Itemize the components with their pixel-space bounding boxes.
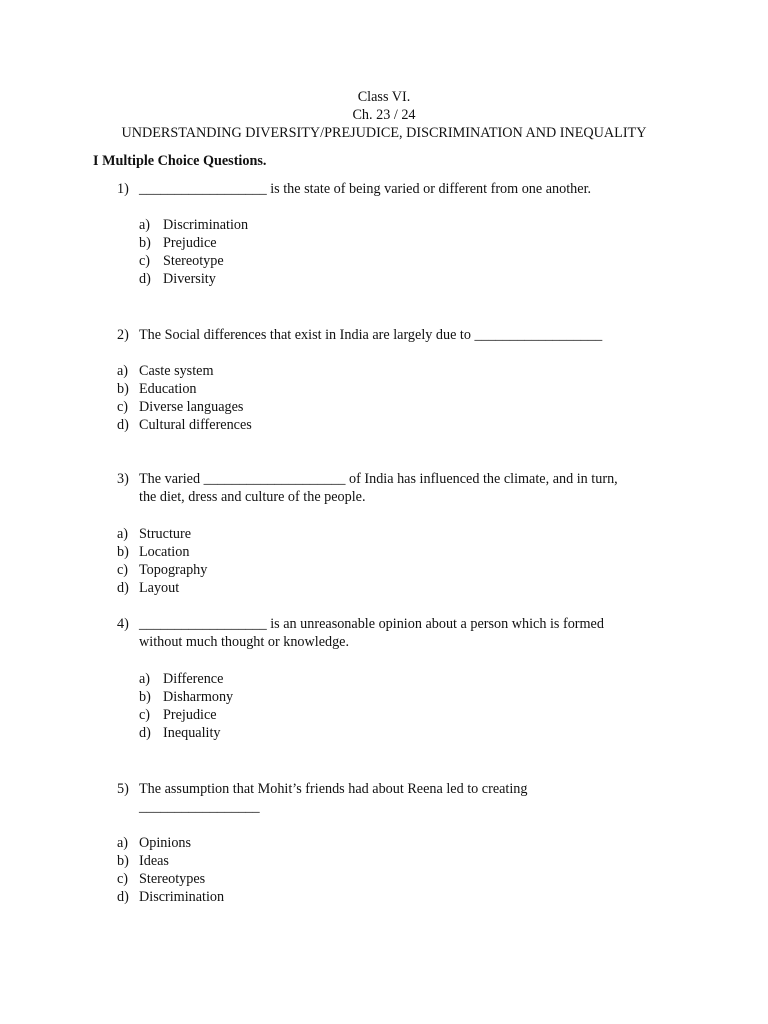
option-letter: d) (117, 580, 129, 596)
option-text: Discrimination (163, 217, 249, 233)
option-letter: d) (117, 417, 129, 433)
option-text: Stereotype (163, 253, 224, 269)
option-text: Disharmony (163, 689, 234, 705)
option-text: Diversity (163, 271, 216, 287)
option-text: Prejudice (163, 707, 217, 723)
question-text: The Social differences that exist in India are largely due to __________________ (139, 327, 603, 343)
question-blank-line: _________________ (139, 799, 260, 815)
option-text: Layout (139, 580, 180, 596)
option-letter: b) (139, 689, 151, 705)
option-letter: b) (117, 381, 129, 397)
option-letter: a) (117, 363, 129, 379)
question-number: 1) (117, 181, 129, 197)
option-text: Inequality (163, 725, 221, 741)
section-title: I Multiple Choice Questions. (93, 153, 267, 169)
option-text: Caste system (139, 363, 214, 379)
question-number: 3) (117, 471, 129, 487)
option-letter: b) (139, 235, 151, 251)
option-letter: a) (117, 835, 129, 851)
question-text-continued: the diet, dress and culture of the people. (139, 489, 366, 505)
option-letter: c) (139, 253, 151, 269)
option-text: Cultural differences (139, 417, 252, 433)
option-letter: a) (139, 217, 151, 233)
option-letter: d) (139, 725, 151, 741)
option-letter: d) (139, 271, 151, 287)
option-text: Location (139, 544, 190, 560)
option-letter: c) (117, 562, 129, 578)
question-text-continued: without much thought or knowledge. (139, 634, 350, 650)
option-letter: c) (117, 871, 129, 887)
option-text: Opinions (139, 835, 192, 851)
option-text: Diverse languages (139, 399, 244, 415)
question-number: 4) (117, 616, 129, 632)
class-heading: Class VI. (357, 89, 411, 105)
option-text: Topography (139, 562, 208, 578)
option-letter: c) (117, 399, 129, 415)
option-text: Ideas (139, 853, 169, 869)
option-letter: a) (139, 671, 151, 687)
question-number: 2) (117, 327, 129, 343)
question-text: __________________ is an unreasonable opinion about a person which is formed (139, 616, 604, 632)
option-letter: c) (139, 707, 151, 723)
question-text: __________________ is the state of being varied or different from one another. (139, 181, 592, 197)
chapter-heading: Ch. 23 / 24 (352, 107, 416, 123)
question-number: 5) (117, 781, 129, 797)
document-title: UNDERSTANDING DIVERSITY/PREJUDICE, DISCRIMINATION AND INEQUALITY (121, 125, 647, 141)
question-text: The varied ____________________ of India has influenced the climate, and in turn, (139, 471, 618, 487)
option-letter: d) (117, 889, 129, 905)
option-text: Structure (139, 526, 192, 542)
option-text: Difference (163, 671, 224, 687)
option-letter: b) (117, 853, 129, 869)
option-text: Discrimination (139, 889, 225, 905)
option-text: Prejudice (163, 235, 217, 251)
option-text: Stereotypes (139, 871, 206, 887)
question-text: The assumption that Mohit’s friends had about Reena led to creating (139, 781, 528, 797)
option-letter: a) (117, 526, 129, 542)
option-text: Education (139, 381, 197, 397)
option-letter: b) (117, 544, 129, 560)
